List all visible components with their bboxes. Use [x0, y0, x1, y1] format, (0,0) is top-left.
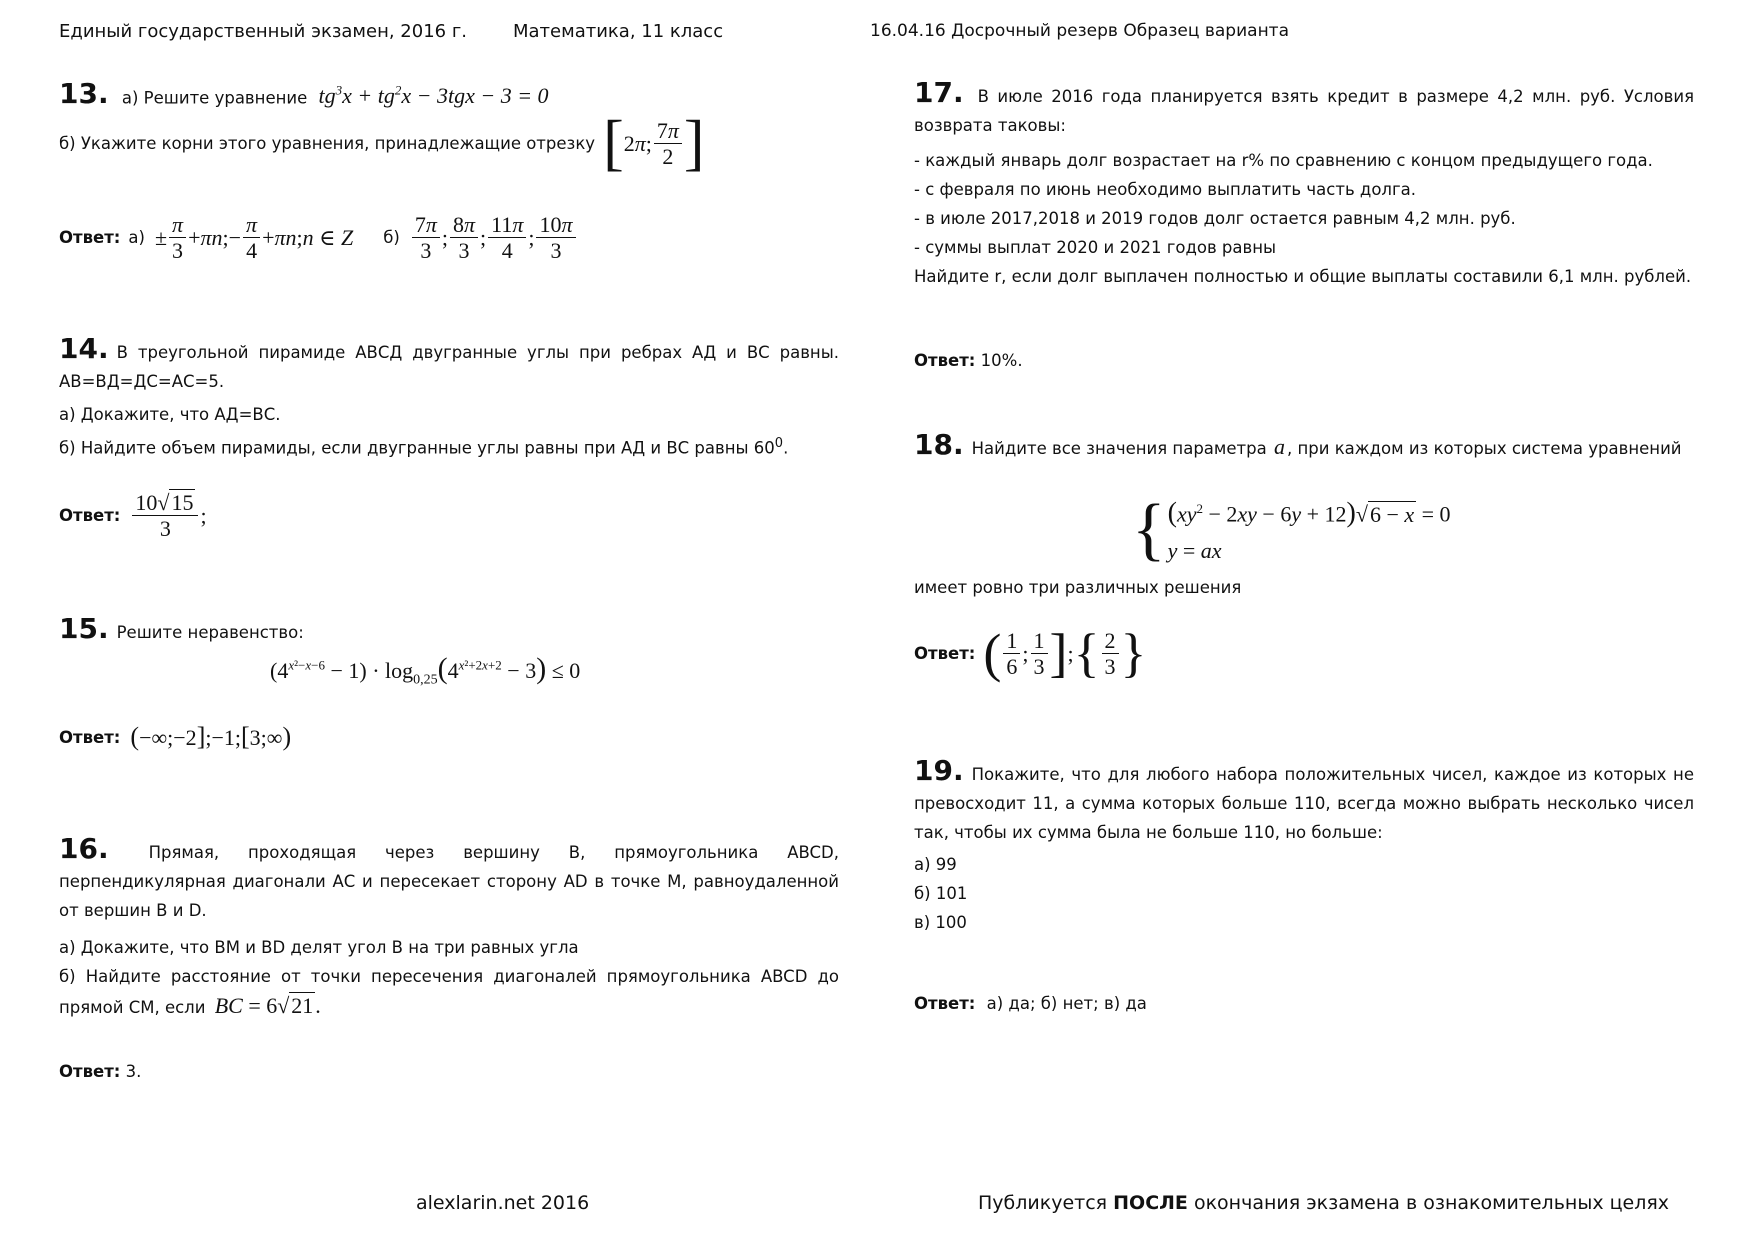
footer-note-post: окончания экзамена в ознакомительных целях — [1187, 1192, 1670, 1214]
problem-13-b-row — [59, 109, 839, 178]
problem-17-item: - каждый январь долг возрастает на r% по сравнению с концом предыдущего года. — [914, 151, 1653, 170]
answer-label: Ответ: — [59, 228, 121, 248]
problem-15-text: Решите неравенство: — [116, 623, 304, 642]
answer-16-value: 3. — [125, 1062, 142, 1081]
answer-18 — [914, 623, 1147, 684]
answer-14-value: $\frac{10√15}{3}$ ; — [130, 490, 206, 542]
answer-label: Ответ: — [59, 506, 121, 526]
problem-18 — [914, 430, 1714, 463]
system-eq-2: y = ax — [1167, 537, 1222, 563]
answer-label: Ответ: — [59, 727, 121, 747]
answer-label: Ответ: — [914, 351, 976, 370]
footer-note — [978, 1192, 1669, 1214]
problem-16-b-text: б) Найдите расстояние от точки пересечения диагоналей прямоугольника ABCD до прямой СМ, если — [59, 967, 839, 1017]
problem-19 — [914, 756, 1694, 847]
system-18: { $(xy^2 - 2xy - 6y + 12)√6 - x = 0$ y = ax — [1132, 491, 1451, 568]
problem-14-b-end: . — [783, 438, 789, 458]
exam-title: Единый государственный экзамен, 2016 г. — [59, 21, 467, 42]
problem-18-text-a: Найдите все значения параметра — [971, 439, 1267, 458]
answer-18-value: ( $\frac{1}{6}$ ; $\frac{1}{3}$ ] ; { $\frac{2}{3}$ } — [983, 623, 1147, 684]
interval-13: [ 2π; $\frac{7\pi}{2}$ ] — [603, 109, 705, 178]
problem-number: 14. — [59, 332, 109, 365]
answer-label: Ответ: — [59, 1062, 121, 1081]
problem-19-text: Покажите, что для любого набора положительных чисел, каждое из которых не превосходит 11, а сумма которых больше 110, всегда можно выбрать несколько чисел так, чтобы их сумма была не больше 110, но больше: — [914, 765, 1694, 842]
problem-15 — [59, 614, 304, 647]
problem-17-question: Найдите r, если долг выплачен полностью и общие выплаты составили 6,1 млн. рублей. — [914, 267, 1692, 286]
problem-17-item: - в июле 2017,2018 и 2019 годов долг остается равным 4,2 млн. руб. — [914, 209, 1516, 228]
answer-13-a-label: а) — [128, 228, 145, 248]
param-a: a — [1273, 434, 1285, 459]
answer-13-b: $\frac{7\pi}{3}$ ; $\frac{8\pi}{3}$ ; $\frac{11\pi}{4}$ ; $\frac{10\pi}{3}$ — [410, 212, 578, 264]
problem-16-a: а) Докажите, что ВМ и BD делят угол В на три равных угла — [59, 938, 579, 957]
answer-19-value: а) да; б) нет; в) да — [986, 994, 1147, 1013]
problem-number: 17. — [914, 76, 964, 109]
problem-number: 19. — [914, 754, 964, 787]
problem-16-b — [59, 962, 839, 1022]
problem-14-text: В треугольной пирамиде АВСД двугранные углы при ребрах АД и ВС равны. АВ=ВД=ДС=АС=5. — [59, 343, 839, 391]
problem-17 — [914, 78, 1694, 140]
answer-17-value: 10%. — [980, 351, 1023, 370]
answer-15 — [59, 722, 291, 752]
answer-15-value: (−∞;−2];−1;[3;∞) — [130, 722, 292, 751]
answer-17 — [914, 346, 1023, 375]
problem-number: 15. — [59, 612, 109, 645]
answer-14 — [59, 490, 207, 542]
problem-number: 13. — [59, 77, 109, 111]
problem-18-after: имеет ровно три различных решения — [914, 578, 1242, 597]
problem-14-a: а) Докажите, что АД=ВС. — [59, 405, 281, 424]
answer-label: Ответ: — [914, 644, 976, 664]
footer-site: alexlarin.net 2016 — [416, 1192, 590, 1214]
problem-16-text: Прямая, проходящая через вершину В, прямоугольника ABCD, перпендикулярная диагонали АС и пересекает сторону AD в точке М, равноудаленной от вершин В и D. — [59, 843, 839, 920]
problem-14-b — [59, 429, 839, 463]
system-eq-1: $(xy^2 - 2xy - 6y + 12)√6 - x = 0$ — [1167, 497, 1451, 529]
problem-19-item: а) 99 — [914, 855, 957, 874]
degree-sup: 0 — [774, 436, 784, 451]
problem-16 — [59, 834, 839, 925]
answer-13 — [59, 212, 839, 264]
inequality-15: $(4^{x^2-x-6} - 1) \cdot \log_{0,25}(4^{x^2+2x+2} - 3) \le 0$ — [270, 652, 581, 688]
problem-17-item: - суммы выплат 2020 и 2021 годов равны — [914, 238, 1277, 257]
answer-13-b-label: б) — [383, 228, 400, 248]
footer-note-pre: Публикуется — [978, 1192, 1114, 1214]
problem-13-a: а) Решите уравнение — [121, 88, 308, 108]
problem-number: 18. — [914, 428, 964, 461]
problem-19-item: б) 101 — [914, 884, 968, 903]
footer-note-bold: ПОСЛЕ — [1113, 1192, 1188, 1214]
problem-17-item: - с февраля по июнь необходимо выплатить часть долга. — [914, 180, 1416, 199]
problem-18-text-b: , при каждом из которых система уравнений — [1286, 439, 1682, 458]
condition-16: BC = 6√21. — [214, 993, 321, 1018]
answer-label: Ответ: — [914, 994, 976, 1013]
subject-title: Математика, 11 класс — [513, 21, 724, 42]
problem-19-item: в) 100 — [914, 913, 967, 932]
variant-title: 16.04.16 Досрочный резерв Образец варианта — [870, 21, 1289, 41]
answer-16 — [59, 1057, 141, 1086]
answer-13-a: ± $\frac{\pi}{3}$ + πn ;− $\frac{\pi}{4}$ + πn ; n ∈ Z — [154, 212, 354, 264]
answer-19 — [914, 989, 1147, 1018]
problem-13-b: б) Укажите корни этого уравнения, принадлежащие отрезку — [59, 134, 596, 154]
equation-13: $tg^3x + tg^2x - 3tgx - 3 = 0$ — [318, 83, 549, 109]
problem-14-b-text: б) Найдите объем пирамиды, если двугранные углы равны при АД и ВС равны 60 — [59, 438, 775, 458]
problem-14 — [59, 334, 839, 396]
problem-13 — [59, 76, 839, 112]
problem-number: 16. — [59, 832, 109, 865]
problem-17-text: В июле 2016 года планируется взять кредит в размере 4,2 млн. руб. Условия возврата таковы: — [914, 87, 1694, 135]
